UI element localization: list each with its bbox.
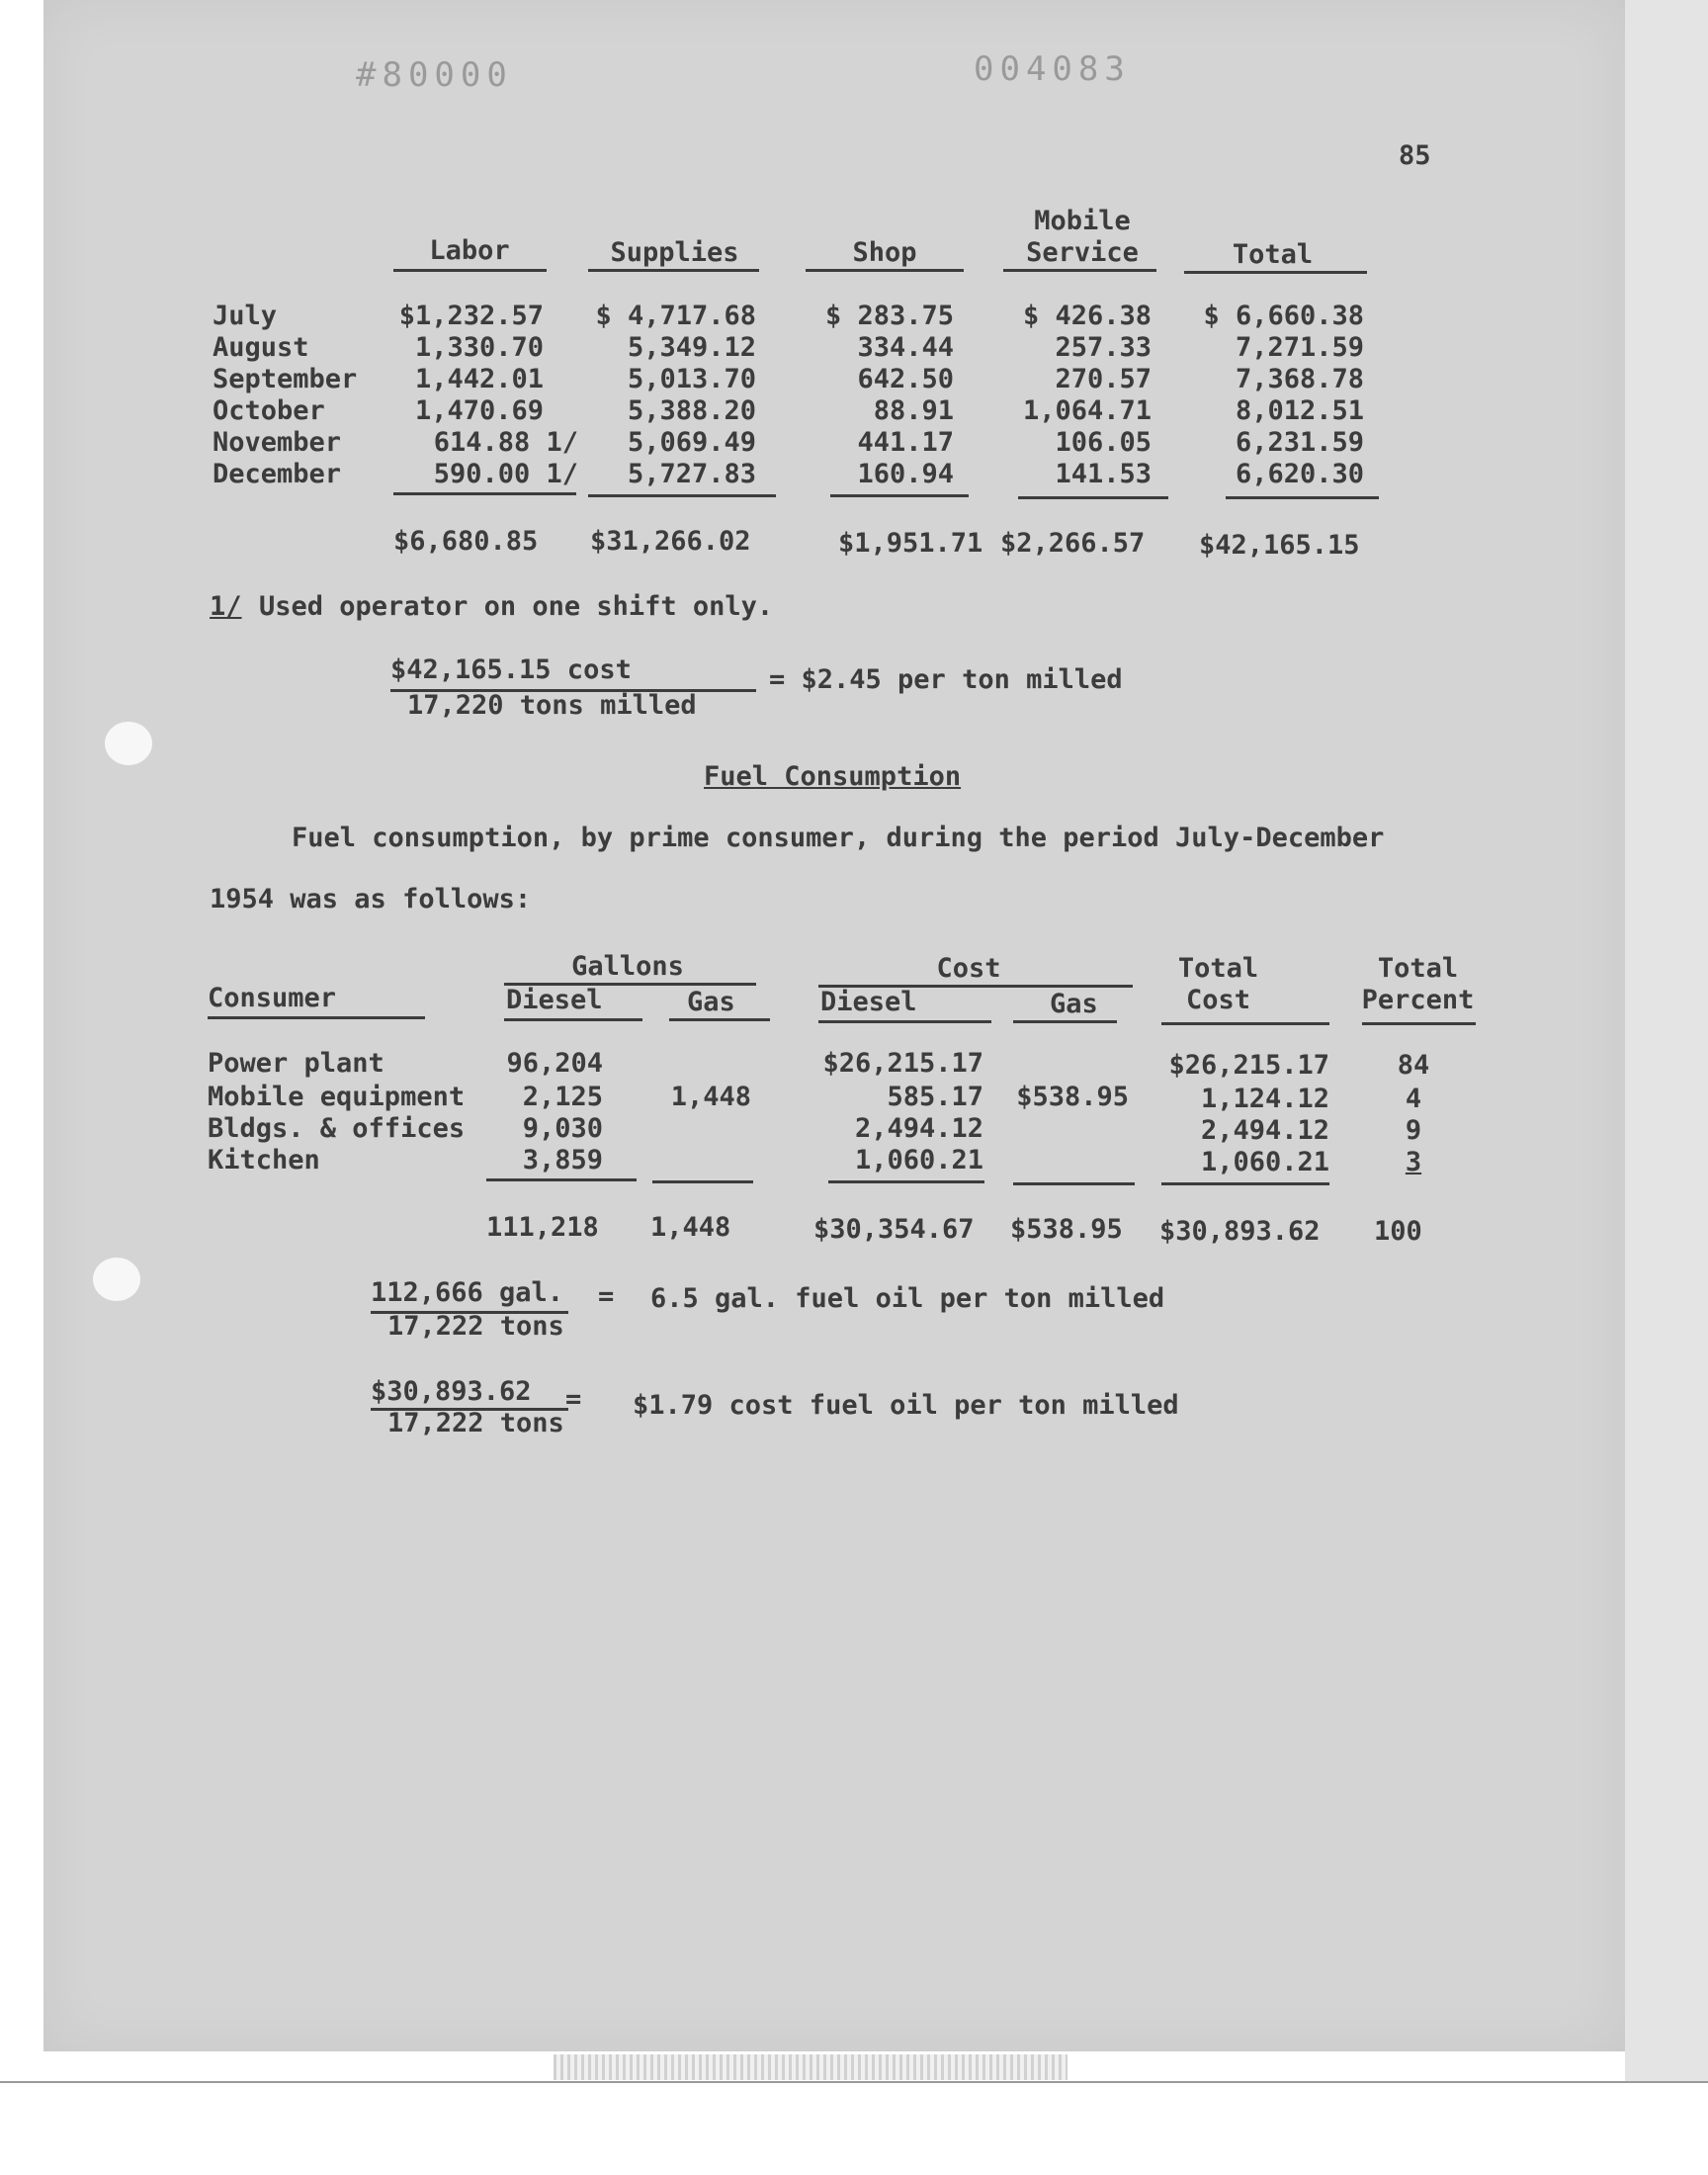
mobile-value: 106.05: [1055, 427, 1152, 458]
header-consumer: Consumer: [208, 983, 337, 1013]
labor-value: $1,232.57: [398, 301, 544, 331]
header-total-percent: Total Percent: [1361, 953, 1475, 1015]
header-underline: [669, 1018, 770, 1021]
total-percent-overall: 100: [1374, 1216, 1422, 1247]
scan-artifact: [554, 2054, 1068, 2080]
fuel-formula-1-numerator: 112,666 gal.: [371, 1277, 564, 1308]
total-value: 6,231.59: [1235, 427, 1364, 458]
cost-result: = $2.45 per ton milled: [769, 664, 1123, 695]
shop-value: 441.17: [857, 427, 954, 458]
header-gallons-gas: Gas: [687, 987, 735, 1017]
labor-value: 590.00 1/: [433, 459, 578, 489]
total-percent: 84: [1397, 1050, 1430, 1081]
total-percent: 4: [1405, 1084, 1422, 1114]
total-cost: $26,215.17: [1168, 1050, 1329, 1081]
mobile-value: 270.57: [1055, 364, 1152, 394]
page-number: 85: [1399, 140, 1431, 171]
shop-value: 160.94: [857, 459, 954, 489]
shop-value: 642.50: [857, 364, 954, 394]
total-underline: [1226, 496, 1379, 499]
cost-diesel: 1,060.21: [854, 1145, 983, 1175]
fuel-formula-1-denominator: 17,222 tons: [387, 1311, 564, 1342]
mobile-value: 141.53: [1055, 459, 1152, 489]
month-label: October: [213, 395, 325, 426]
labor-value: 1,470.69: [414, 395, 544, 426]
total-cost-overall: $30,893.62: [1159, 1216, 1321, 1247]
cost-gas: $538.95: [1016, 1082, 1129, 1112]
section-title: Fuel Consumption: [704, 761, 962, 792]
total-underline: [393, 492, 576, 495]
supplies-value: 5,069.49: [627, 427, 756, 458]
labor-value: 1,442.01: [414, 364, 544, 394]
fuel-formula-2-numerator: $30,893.62: [371, 1376, 532, 1407]
fuel-formula-1-equals: =: [598, 1281, 615, 1312]
header-underline: [393, 269, 547, 272]
intro-line-2: 1954 was as follows:: [210, 884, 532, 914]
consumer-label: Kitchen: [208, 1145, 320, 1175]
page-edge: [1625, 0, 1708, 2081]
header-underline: [504, 1018, 642, 1021]
total-shop: $1,951.71: [838, 528, 983, 559]
total-percent: 9: [1405, 1115, 1422, 1146]
header-underline: [1362, 1022, 1476, 1025]
header-total: Total: [1232, 239, 1314, 270]
header-shop: Shop: [852, 237, 917, 268]
total-cost: 2,494.12: [1200, 1115, 1329, 1146]
total-percent: 3: [1405, 1147, 1422, 1177]
total-underline: [652, 1180, 753, 1183]
intro-line-1: Fuel consumption, by prime consumer, during the period July-December: [292, 823, 1385, 853]
total-gallons-diesel: 111,218: [486, 1212, 599, 1243]
month-label: August: [213, 332, 309, 363]
header-underline: [818, 1020, 991, 1023]
stamp-right: 004083: [974, 49, 1131, 89]
bottom-rule: [0, 2081, 1708, 2083]
month-label: September: [213, 364, 358, 394]
total-overall: $42,165.15: [1199, 530, 1360, 561]
total-underline: [830, 494, 969, 497]
labor-value: 614.88 1/: [433, 427, 578, 458]
header-underline: [1184, 271, 1367, 274]
total-cost: 1,060.21: [1200, 1147, 1329, 1177]
gallons-gas: 1,448: [670, 1082, 751, 1112]
shop-value: 88.91: [873, 395, 954, 426]
gallons-diesel: 9,030: [522, 1113, 603, 1144]
gallons-diesel: 2,125: [522, 1082, 603, 1112]
cost-denominator: 17,220 tons milled: [407, 690, 697, 721]
header-underline: [1003, 269, 1156, 272]
total-underline: [486, 1178, 637, 1181]
month-label: December: [213, 459, 342, 489]
mobile-value: 1,064.71: [1022, 395, 1152, 426]
supplies-value: 5,349.12: [627, 332, 756, 363]
header-underline: [1013, 1020, 1117, 1023]
total-supplies: $31,266.02: [590, 526, 751, 557]
total-underline: [828, 1180, 984, 1183]
total-underline: [588, 494, 776, 497]
total-cost: 1,124.12: [1200, 1084, 1329, 1114]
footnote-marker: 1/: [210, 591, 242, 622]
header-supplies: Supplies: [610, 237, 739, 268]
month-label: July: [213, 301, 278, 331]
total-gallons-gas: 1,448: [650, 1212, 731, 1243]
footnote-text: Used operator on one shift only.: [259, 591, 774, 622]
fuel-formula-2-denominator: 17,222 tons: [387, 1408, 564, 1438]
cost-numerator: $42,165.15 cost: [390, 654, 632, 685]
cost-diesel: 585.17: [887, 1082, 983, 1112]
cost-diesel: $26,215.17: [822, 1048, 983, 1079]
total-cost-diesel: $30,354.67: [813, 1214, 975, 1245]
header-total-cost: Total Cost: [1177, 953, 1259, 1015]
header-labor: Labor: [429, 235, 510, 266]
total-labor: $6,680.85: [393, 526, 539, 557]
punch-hole: [93, 1258, 140, 1301]
consumer-label: Bldgs. & offices: [208, 1113, 466, 1144]
total-underline: [1161, 1182, 1329, 1185]
header-underline: [588, 269, 759, 272]
mobile-value: $ 426.38: [1022, 301, 1152, 331]
fuel-formula-2-result: $1.79 cost fuel oil per ton milled: [633, 1390, 1179, 1421]
month-label: November: [213, 427, 342, 458]
header-underline: [208, 1016, 425, 1019]
fuel-formula-2-equals: =: [565, 1384, 582, 1415]
header-cost-diesel: Diesel: [820, 987, 917, 1017]
supplies-value: 5,727.83: [627, 459, 756, 489]
total-value: $ 6,660.38: [1203, 301, 1364, 331]
labor-value: 1,330.70: [414, 332, 544, 363]
header-gallons-diesel: Diesel: [506, 985, 603, 1015]
total-value: 6,620.30: [1235, 459, 1364, 489]
total-underline: [1013, 1182, 1135, 1185]
group-header-gallons: Gallons: [571, 951, 684, 982]
total-value: 7,271.59: [1235, 332, 1364, 363]
header-mobile-service: Mobile Service: [1026, 206, 1139, 268]
header-cost-gas: Gas: [1050, 989, 1098, 1019]
gallons-diesel: 3,859: [522, 1145, 603, 1175]
cost-diesel: 2,494.12: [854, 1113, 983, 1144]
punch-hole: [105, 722, 152, 765]
total-value: 7,368.78: [1235, 364, 1364, 394]
header-underline: [1161, 1022, 1329, 1025]
stamp-left: #80000: [356, 55, 513, 95]
group-header-cost: Cost: [936, 953, 1001, 984]
supplies-value: 5,388.20: [627, 395, 756, 426]
consumer-label: Mobile equipment: [208, 1082, 466, 1112]
total-underline: [1018, 496, 1168, 499]
header-underline: [806, 269, 964, 272]
consumer-label: Power plant: [208, 1048, 384, 1079]
supplies-value: $ 4,717.68: [595, 301, 756, 331]
total-value: 8,012.51: [1235, 395, 1364, 426]
supplies-value: 5,013.70: [627, 364, 756, 394]
fuel-formula-1-result: 6.5 gal. fuel oil per ton milled: [650, 1283, 1165, 1314]
total-mobile: $2,266.57: [1000, 528, 1146, 559]
shop-value: 334.44: [857, 332, 954, 363]
gallons-diesel: 96,204: [506, 1048, 603, 1079]
mobile-value: 257.33: [1055, 332, 1152, 363]
shop-value: $ 283.75: [824, 301, 954, 331]
total-cost-gas: $538.95: [1010, 1214, 1123, 1245]
